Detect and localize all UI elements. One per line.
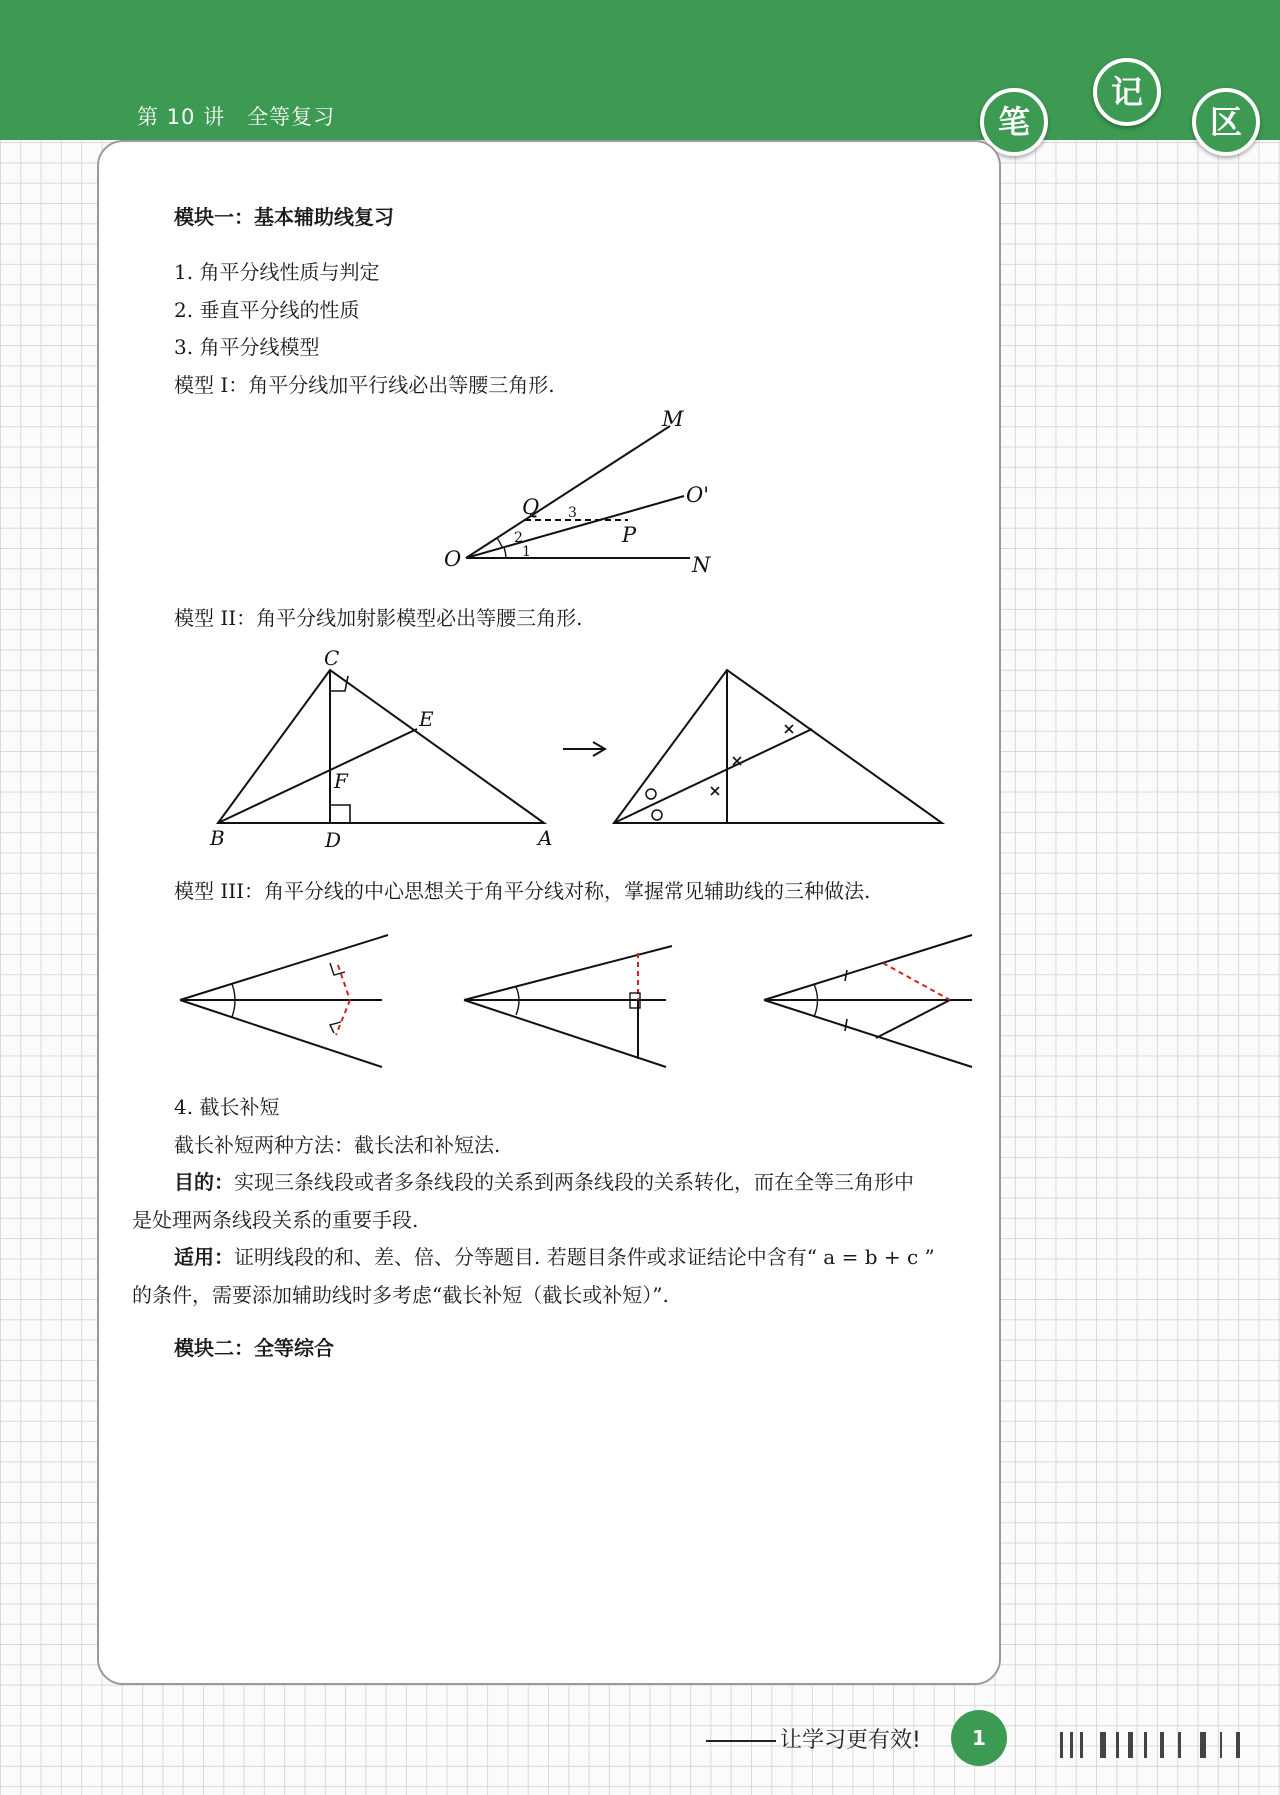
label-p: P	[622, 523, 637, 547]
method2-diagram	[464, 946, 672, 1067]
label-d: D	[325, 828, 342, 852]
purpose-label: 目的：	[174, 1170, 234, 1194]
apply-line2: 的条件，需要添加辅助线时多考虑“截长补短（截长或补短）”.	[132, 1283, 669, 1307]
lecture-topic: 全等复习	[247, 105, 336, 129]
notes-char-bi: 笔	[980, 88, 1048, 156]
apply-line1	[174, 1243, 935, 1271]
equal-angle-mark-1	[646, 789, 656, 799]
angle-label-2: 2	[514, 530, 523, 546]
module1-heading: 模块一：基本辅助线复习	[174, 205, 394, 229]
angle-label-1: 1	[522, 544, 531, 560]
method1-diagram	[180, 935, 388, 1067]
label-b: B	[210, 826, 225, 850]
label-o: O	[444, 547, 462, 571]
right-angle-c	[330, 676, 348, 691]
label-e: E	[419, 707, 434, 731]
page-number: 1	[951, 1710, 1007, 1766]
angle-arc-2	[497, 538, 502, 547]
list-item-3: 3. 角平分线模型	[174, 335, 320, 359]
label-m: M	[662, 410, 684, 431]
apply-label: 适用：	[174, 1245, 234, 1269]
label-f: F	[334, 769, 348, 793]
module2-heading: 模块二：全等综合	[174, 1336, 334, 1360]
ray-om	[466, 426, 670, 558]
figure-model3	[170, 925, 990, 1075]
label-q: Q	[522, 495, 540, 519]
list-item-4: 4. 截长补短	[174, 1095, 280, 1119]
model3-text: 模型 III：角平分线的中心思想关于角平分线对称，掌握常见辅助线的三种做法.	[174, 879, 871, 903]
notes-char-ji: 记	[1093, 58, 1161, 126]
model1-text: 模型 I：角平分线加平行线必出等腰三角形.	[174, 373, 555, 397]
purpose-line2: 是处理两条线段关系的重要手段.	[132, 1208, 419, 1232]
footer-slogan: 让学习更有效!	[706, 1723, 921, 1754]
list-item-1: 1. 角平分线性质与判定	[174, 260, 380, 284]
equal-mark-x1	[711, 787, 719, 795]
purpose-line1	[174, 1168, 914, 1196]
apply-text1: 证明线段的和、差、倍、分等题目. 若题目条件或求证结论中含有“ a = b + c ”	[234, 1245, 935, 1269]
label-a: A	[538, 826, 553, 850]
label-o-prime: O'	[686, 483, 709, 507]
lecture-title	[137, 101, 357, 131]
label-c: C	[324, 646, 340, 670]
figure-model2	[200, 645, 980, 855]
bisector-right	[614, 729, 812, 823]
model2-text: 模型 II：角平分线加射影模型必出等腰三角形.	[174, 606, 583, 630]
purpose-text1: 实现三条线段或者多条线段的关系到两条线段的关系转化，而在全等三角形中	[234, 1170, 914, 1194]
right-angle-d	[330, 805, 350, 823]
methods-text: 截长补短两种方法：截长法和补短法.	[174, 1133, 501, 1157]
list-item-2: 2. 垂直平分线的性质	[174, 298, 360, 322]
notes-char-qu: 区	[1192, 88, 1260, 156]
angle-label-3: 3	[568, 505, 577, 521]
method3-diagram	[764, 935, 972, 1067]
label-n: N	[692, 553, 711, 577]
bisector-be	[218, 729, 417, 823]
figure-model1	[430, 410, 750, 580]
equal-angle-mark-2	[652, 810, 662, 820]
lecture-number: 第 10 讲	[137, 105, 226, 129]
angle-arc-1	[504, 547, 506, 558]
equal-mark-x3	[785, 725, 793, 733]
